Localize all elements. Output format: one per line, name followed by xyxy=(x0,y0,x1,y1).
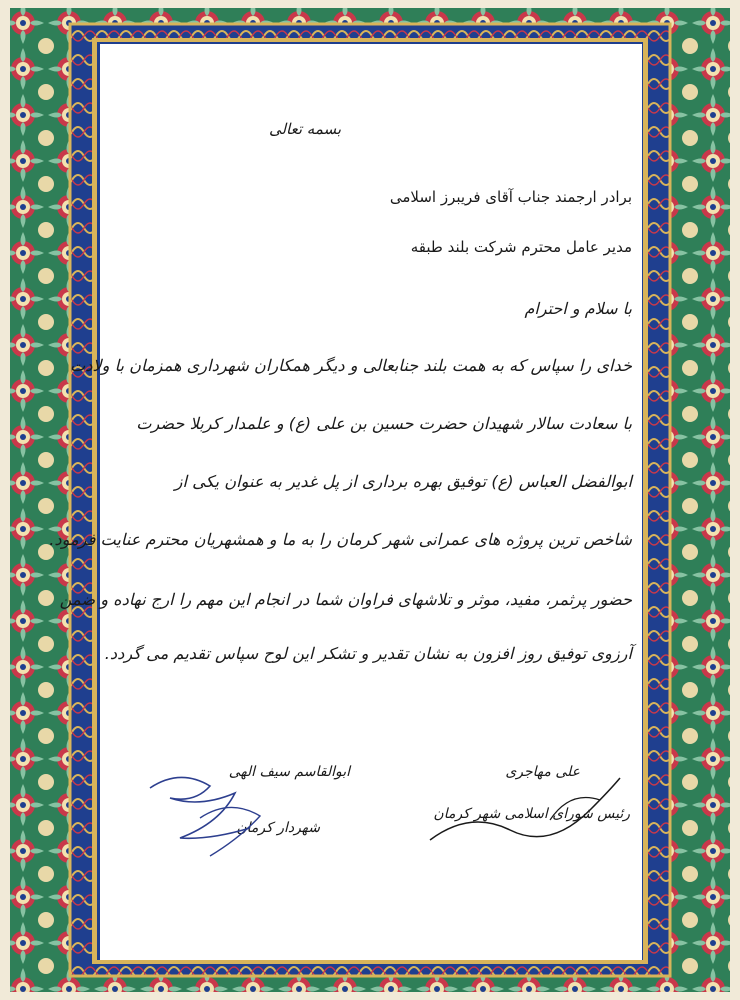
body-line-5: حضور پرثمر، مفید، موثر و تلاشهای فراوان شما در انجام این مهم را ارج نهاده و ضمن xyxy=(59,590,632,609)
body-line-4: شاخص ترین پروژه های عمرانی شهر کرمان را به ما و همشهریان محترم عنایت فرمود. xyxy=(49,530,632,549)
heading-bismillah: بسمه تعالی xyxy=(268,120,342,138)
signature-block-council xyxy=(410,760,640,870)
body-line-6: آرزوی توفیق روز افزون به نشان تقدیر و تشکر این لوح سپاس تقدیم می گردد. xyxy=(104,644,632,663)
signatory-title-mayor: شهردار کرمان xyxy=(236,820,320,836)
signatory-name-council: علی مهاجری xyxy=(505,764,580,780)
body-line-1: خدای را سپاس که به همت بلند جنابعالی و دیگر همکاران شهرداری همزمان با ولادت xyxy=(69,356,632,375)
signature-scribble-mayor xyxy=(140,768,320,868)
greeting: با سلام و احترام xyxy=(524,299,632,318)
signatory-title-council: رئیس شورای اسلامی شهر کرمان xyxy=(433,806,630,822)
recipient-position: مدیر عامل محترم شرکت بلند طبقه xyxy=(410,238,632,256)
signature-block-mayor xyxy=(140,760,360,870)
signature-scribble-council xyxy=(410,770,630,870)
body-line-2: با سعادت سالار شهیدان حضرت حسین بن علی (ع) و علمدار کربلا حضرت xyxy=(136,414,632,433)
recipient-line: برادر ارجمند جناب آقای فریبرز اسلامی xyxy=(389,188,632,206)
body-line-3: ابوالفضل العباس (ع) توفیق بهره برداری از پل غدیر به عنوان یکی از xyxy=(174,472,632,491)
signatory-name-mayor: ابوالقاسم سیف الهی xyxy=(228,764,350,780)
